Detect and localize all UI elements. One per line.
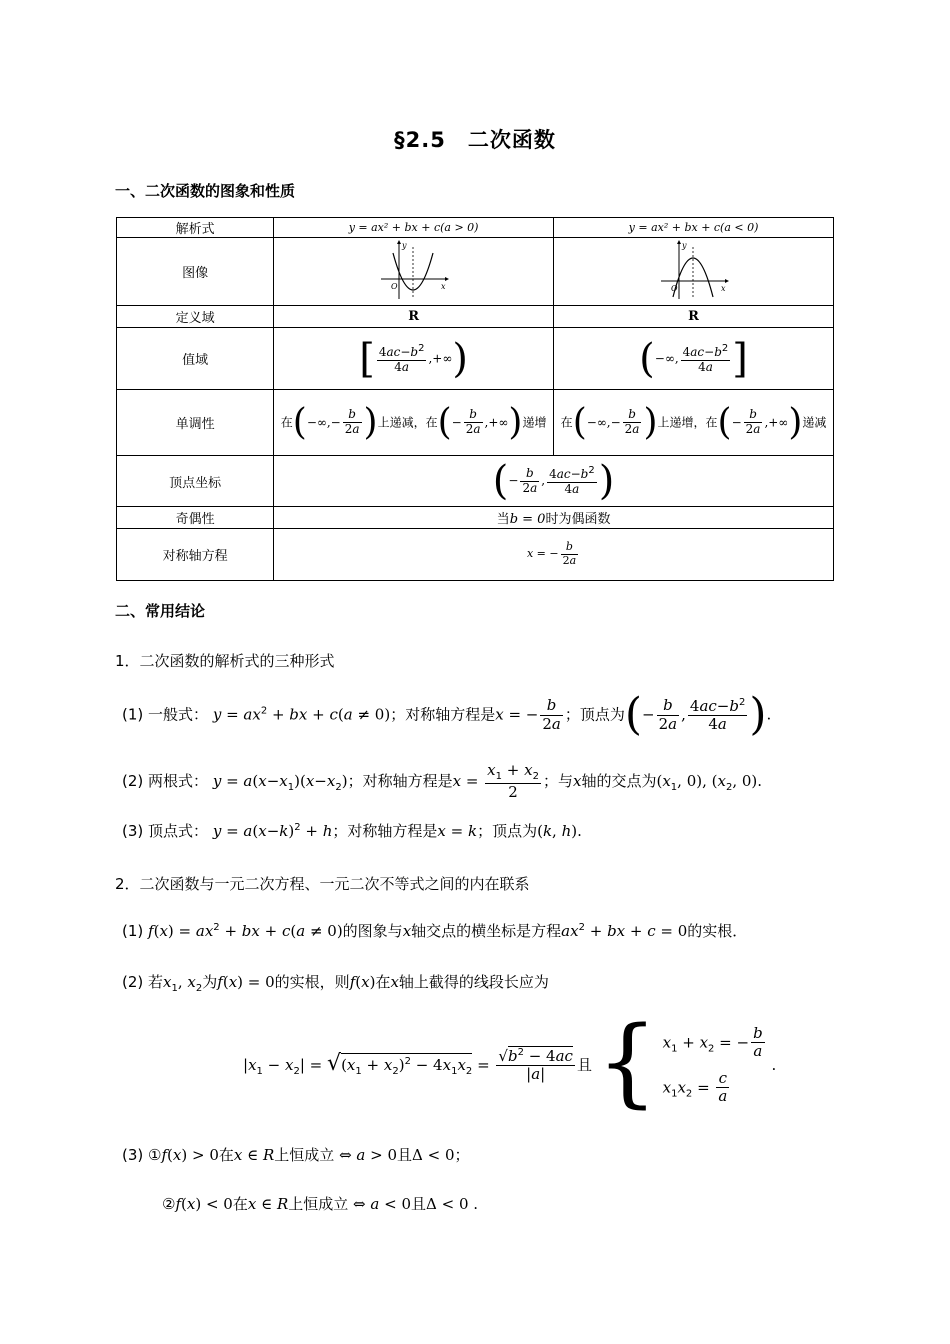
axis-cell: x = − $\frac{b}{2a}$ xyxy=(274,529,834,581)
range-pos: [ $\frac{4ac-b^2}{4a}$ ,+∞) xyxy=(274,328,554,390)
graph-origin-label: O xyxy=(670,283,678,293)
row-label-parity: 奇偶性 xyxy=(117,507,274,529)
relation-3-a: (3) ①f(x) > 0在x ∈ R上恒成立 ⇔ a > 0且Δ < 0； xyxy=(122,1146,470,1164)
vertex-form: (3) 顶点式： $y = a(x-k)^2 + h$；对称轴方程是x = k；顶点为(k, h). xyxy=(122,822,582,840)
range-neg: (−∞, $\frac{4ac-b^2}{4a}$ ] xyxy=(554,328,834,390)
graph-neg-cell xyxy=(554,238,834,306)
expr-neg: y = ax² + bx + c(a < 0) xyxy=(554,218,834,238)
monotonic-neg: 在(−∞,− $\frac{b}{2a}$ )上递增，在(− $\frac{b}{2a}$ ,+∞)递减 xyxy=(554,390,834,456)
relation-3-b: ②f(x) < 0在x ∈ R上恒成立 ⇔ a < 0且Δ < 0 . xyxy=(162,1195,479,1213)
relation-2: (2) 若$x_1$, $x_2$为f(x) = 0的实根，则f(x)在x轴上截得的线段长应为 xyxy=(122,973,549,994)
upward-parabola-graph xyxy=(379,239,449,301)
relation-1: (1) $f(x) = ax^2$ + bx + c(a ≠ 0)的图象与x轴交点的横坐标是方程$ax^2$ + bx + c = 0的实根． xyxy=(122,922,748,940)
parity-cell: 当b = 0时为偶函数 xyxy=(274,507,834,529)
section-heading-2: 二、常用结论 xyxy=(115,602,206,620)
row-label-vertex: 顶点坐标 xyxy=(117,456,274,507)
row-label-monotonic: 单调性 xyxy=(117,390,274,456)
graph-origin-label: O xyxy=(390,281,398,291)
general-form: (1) 一般式： $y = ax^2$ + bx + c(a ≠ 0)；对称轴方程是x = − $\frac{b}{2a}$ ；顶点为(− $\frac{b}{2a}$ , $\frac{4ac-b^2}{4a}$ ). xyxy=(122,689,772,740)
page-title: §2.5 二次函数 xyxy=(394,128,556,152)
row-label-graph: 图像 xyxy=(117,238,274,306)
graph-x-label: x xyxy=(440,281,446,291)
properties-table xyxy=(116,217,834,581)
item-1-heading: 1．二次函数的解析式的三种形式 xyxy=(115,652,335,670)
domain-neg: R xyxy=(554,306,834,328)
row-label-domain: 定义域 xyxy=(117,306,274,328)
item-2-heading: 2．二次函数与一元二次方程、一元二次不等式之间的内在联系 xyxy=(115,875,530,893)
monotonic-pos: 在(−∞,− $\frac{b}{2a}$ )上递减，在(− $\frac{b}{2a}$ ,+∞)递增 xyxy=(274,390,554,456)
segment-length-formula: $|x_1 - x_2| = √(x_1 + x_2)^2 - 4x_1x_2$ = $\frac{√b^2 - 4ac}{|a|}$ 且 { $x_1 + x_2$ = − $\frac{b}{a}$ $x_1x_2$ = $\frac{c}{a}$ . xyxy=(243,1006,777,1118)
graph-pos-cell xyxy=(274,238,554,306)
row-label-expr: 解析式 xyxy=(117,218,274,238)
graph-y-label: y xyxy=(401,240,407,250)
section-heading-1: 一、二次函数的图象和性质 xyxy=(115,182,296,200)
row-label-range: 值域 xyxy=(117,328,274,390)
root-form: (2) 两根式： $y = a(x-x_1)(x-x_2)$；对称轴方程是x = $\frac{x_1 + x_2}{2}$ ；与x轴的交点为($x_1$, 0), ($x_2$, 0). xyxy=(122,761,763,801)
downward-parabola-graph xyxy=(659,239,729,301)
vertex-cell: (− $\frac{b}{2a}$ , $\frac{4ac-b^2}{4a}$ ) xyxy=(274,456,834,507)
graph-y-label: y xyxy=(681,240,687,250)
expr-pos: y = ax² + bx + c(a > 0) xyxy=(274,218,554,238)
graph-x-label: x xyxy=(720,283,726,293)
row-label-axis: 对称轴方程 xyxy=(117,529,274,581)
domain-pos: R xyxy=(274,306,554,328)
